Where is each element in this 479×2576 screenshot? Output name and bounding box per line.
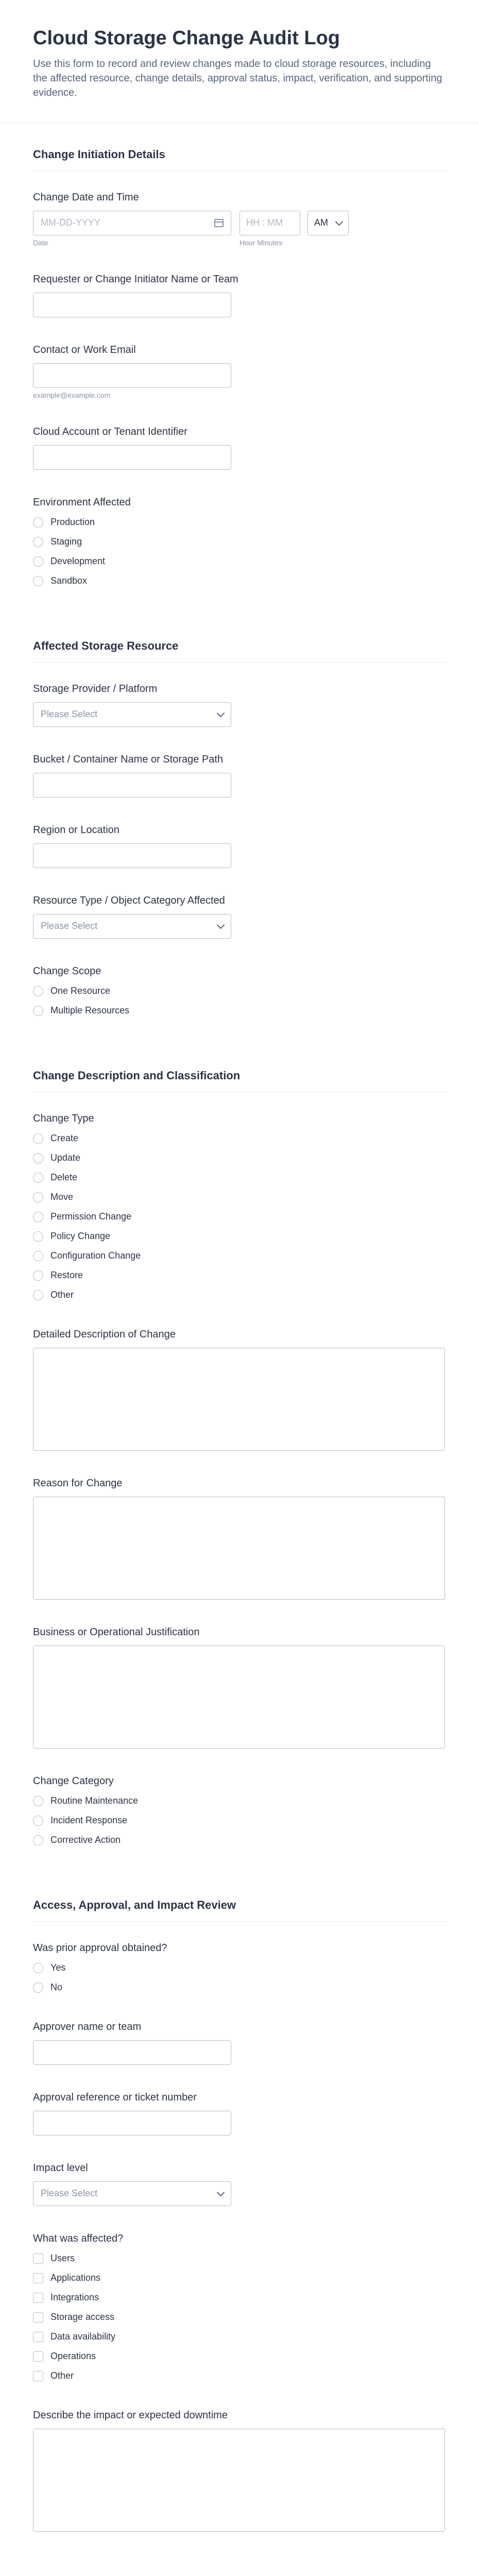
email-sublabel: example@example.com <box>33 391 111 399</box>
radio-button[interactable] <box>33 986 43 996</box>
radio-button[interactable] <box>33 1173 43 1183</box>
option-label: Other <box>50 1290 74 1300</box>
scope-option[interactable] <box>33 1004 446 1018</box>
change-type-option[interactable] <box>33 1171 446 1184</box>
scope-field <box>33 965 446 1018</box>
datetime-label: Change Date and Time <box>33 191 139 203</box>
section-verification <box>0 2558 479 2576</box>
approval-option[interactable] <box>33 1981 446 1994</box>
section-title: Change Description and Classification <box>33 1044 446 1092</box>
change-type-option[interactable] <box>33 1289 446 1302</box>
change-type-option[interactable] <box>33 1151 446 1165</box>
change-type-option[interactable] <box>33 1132 446 1145</box>
option-label: Development <box>50 556 106 567</box>
change-type-option[interactable] <box>33 1230 446 1243</box>
section-change-description <box>0 1044 479 1847</box>
checkbox[interactable] <box>33 2312 43 2323</box>
approval-option[interactable] <box>33 1961 446 1975</box>
checkbox[interactable] <box>33 2351 43 2362</box>
radio-button[interactable] <box>33 1982 43 1993</box>
option-label: Create <box>50 1133 79 1144</box>
scope-option[interactable] <box>33 985 446 998</box>
option-label: Production <box>50 517 95 528</box>
resource-type-label: Resource Type / Object Category Affected <box>33 894 225 906</box>
approver-label: Approver name or team <box>33 2021 142 2032</box>
reason-textarea[interactable] <box>33 1497 445 1600</box>
radio-button[interactable] <box>33 517 43 528</box>
region-label: Region or Location <box>33 824 119 836</box>
reason-field <box>33 1478 446 1600</box>
radio-button[interactable] <box>33 1231 43 1242</box>
option-label: Users <box>50 2253 75 2264</box>
radio-button[interactable] <box>33 576 43 586</box>
ampm-select[interactable] <box>307 211 349 235</box>
justification-label: Business or Operational Justification <box>33 1626 200 1638</box>
env-option[interactable] <box>33 535 446 549</box>
provider-select[interactable] <box>33 702 231 727</box>
requester-field <box>33 274 446 317</box>
radio-button[interactable] <box>33 537 43 547</box>
option-label: Corrective Action <box>50 1835 121 1845</box>
checkbox[interactable] <box>33 2293 43 2303</box>
option-label: Staging <box>50 536 82 547</box>
date-placeholder: MM-DD-YYYY <box>41 217 100 228</box>
requester-input[interactable] <box>33 293 231 317</box>
section-title: Affected Storage Resource <box>33 615 446 663</box>
region-input[interactable] <box>33 843 231 868</box>
env-option[interactable] <box>33 574 446 588</box>
datetime-field <box>33 192 446 247</box>
option-label: Data availability <box>50 2331 116 2342</box>
account-field <box>33 426 446 470</box>
impact-level-field <box>33 2162 446 2206</box>
radio-button[interactable] <box>33 1006 43 1016</box>
chevron-down-icon <box>217 2188 225 2196</box>
option-label: No <box>50 1982 63 1993</box>
option-label: One Resource <box>50 986 111 996</box>
bucket-label: Bucket / Container Name or Storage Path <box>33 753 224 765</box>
page-title: Cloud Storage Change Audit Log <box>33 27 340 49</box>
bucket-input[interactable] <box>33 773 231 798</box>
option-label: Restore <box>50 1270 83 1281</box>
change-type-option[interactable] <box>33 1249 446 1263</box>
option-label: Other <box>50 2370 74 2381</box>
radio-button[interactable] <box>33 1290 43 1300</box>
category-option[interactable] <box>33 1834 446 1847</box>
provider-placeholder: Please Select <box>41 709 98 720</box>
region-field <box>33 824 446 868</box>
affected-option[interactable] <box>33 2311 446 2324</box>
env-option[interactable] <box>33 555 446 568</box>
provider-field <box>33 683 446 727</box>
option-label: Integrations <box>50 2292 99 2303</box>
option-label: Yes <box>50 1962 66 1973</box>
affected-field <box>33 2233 446 2383</box>
approver-input[interactable] <box>33 2040 231 2065</box>
account-label: Cloud Account or Tenant Identifier <box>33 426 187 437</box>
impact-level-label: Impact level <box>33 2162 88 2174</box>
affected-option[interactable] <box>33 2272 446 2285</box>
resource-type-select[interactable] <box>33 914 231 939</box>
affected-option[interactable] <box>33 2369 446 2383</box>
description-textarea[interactable] <box>33 1348 445 1451</box>
category-option[interactable] <box>33 1794 446 1808</box>
bucket-field <box>33 754 446 798</box>
time-placeholder: HH : MM <box>246 217 283 228</box>
change-type-option[interactable] <box>33 1210 446 1224</box>
provider-label: Storage Provider / Platform <box>33 683 158 694</box>
reason-label: Reason for Change <box>33 1477 123 1489</box>
option-label: Configuration Change <box>50 1250 141 1261</box>
section-title: Access, Approval, and Impact Review <box>33 1874 446 1922</box>
downtime-textarea[interactable] <box>33 2429 445 2532</box>
change-category-field <box>33 1775 446 1847</box>
change-type-option[interactable] <box>33 1269 446 1282</box>
description-field <box>33 1329 446 1451</box>
option-label: Policy Change <box>50 1231 111 1242</box>
option-label: Sandbox <box>50 575 88 586</box>
date-sublabel: Date <box>33 238 48 247</box>
approval-ref-label: Approval reference or ticket number <box>33 2091 197 2103</box>
option-label: Multiple Resources <box>50 1005 130 1016</box>
change-type-field <box>33 1113 446 1302</box>
justification-textarea[interactable] <box>33 1646 445 1749</box>
page-description: Use this form to record and review changes made to cloud storage resources, including the affected resource, change details, approval status, impact, verification, and supporting evidence. <box>33 58 442 98</box>
checkbox[interactable] <box>33 2371 43 2381</box>
radio-button[interactable] <box>33 1133 43 1144</box>
option-label: Operations <box>50 2351 96 2362</box>
affected-option[interactable] <box>33 2252 446 2265</box>
email-field-group <box>33 344 446 399</box>
option-label: Update <box>50 1153 81 1163</box>
option-label: Move <box>50 1192 74 1202</box>
option-label: Routine Maintenance <box>50 1795 139 1806</box>
radio-button[interactable] <box>33 1212 43 1222</box>
scope-label: Change Scope <box>33 965 101 977</box>
section-title: Change Initiation Details <box>33 123 446 171</box>
change-category-label: Change Category <box>33 1775 114 1787</box>
affected-label: What was affected? <box>33 2232 124 2244</box>
section-change-initiation <box>0 123 479 588</box>
section-title <box>33 2558 446 2576</box>
email-field[interactable] <box>33 363 231 388</box>
radio-button[interactable] <box>33 1192 43 1202</box>
impact-level-select[interactable] <box>33 2181 231 2206</box>
environment-label: Environment Affected <box>33 496 131 508</box>
option-label: Delete <box>50 1172 78 1183</box>
chevron-down-icon <box>217 709 225 717</box>
radio-button[interactable] <box>33 1796 43 1806</box>
radio-button[interactable] <box>33 1816 43 1826</box>
approval-label: Was prior approval obtained? <box>33 1942 167 1954</box>
category-option[interactable] <box>33 1814 446 1827</box>
affected-option[interactable] <box>33 2291 446 2304</box>
approver-field <box>33 2021 446 2065</box>
downtime-field <box>33 2410 446 2532</box>
justification-field <box>33 1626 446 1749</box>
account-input[interactable] <box>33 445 231 470</box>
environment-field <box>33 497 446 588</box>
approval-ref-input[interactable] <box>33 2111 231 2136</box>
radio-button[interactable] <box>33 1153 43 1163</box>
form-header <box>0 0 479 123</box>
option-label: Applications <box>50 2273 101 2283</box>
section-approval-impact <box>0 1874 479 2532</box>
requester-label: Requester or Change Initiator Name or Team <box>33 273 238 285</box>
option-label: Incident Response <box>50 1815 128 1826</box>
description-label: Detailed Description of Change <box>33 1328 176 1340</box>
resource-type-placeholder: Please Select <box>41 921 98 931</box>
time-sublabel: Hour Minutes <box>239 238 283 247</box>
radio-button[interactable] <box>33 1270 43 1281</box>
email-label: Contact or Work Email <box>33 344 136 355</box>
checkbox[interactable] <box>33 2253 43 2264</box>
option-label: Storage access <box>50 2312 115 2323</box>
chevron-down-icon <box>335 217 344 226</box>
downtime-label: Describe the impact or expected downtime <box>33 2409 228 2421</box>
option-label: Permission Change <box>50 1211 132 1222</box>
approval-field <box>33 1942 446 1994</box>
affected-option[interactable] <box>33 2330 446 2344</box>
radio-button[interactable] <box>33 1251 43 1261</box>
change-type-option[interactable] <box>33 1191 446 1204</box>
ampm-value: AM <box>314 217 328 228</box>
checkbox[interactable] <box>33 2332 43 2342</box>
env-option[interactable] <box>33 516 446 529</box>
resource-type-field <box>33 895 446 939</box>
section-storage-resource <box>0 615 479 1018</box>
approval-ref-field <box>33 2092 446 2136</box>
radio-button[interactable] <box>33 1963 43 1973</box>
date-input[interactable] <box>33 211 231 235</box>
affected-option[interactable] <box>33 2350 446 2363</box>
checkbox[interactable] <box>33 2273 43 2283</box>
time-input[interactable] <box>239 211 300 235</box>
impact-level-placeholder: Please Select <box>41 2188 98 2199</box>
radio-button[interactable] <box>33 556 43 567</box>
calendar-icon[interactable] <box>214 219 224 227</box>
radio-button[interactable] <box>33 1835 43 1845</box>
change-type-label: Change Type <box>33 1112 94 1124</box>
chevron-down-icon <box>217 921 225 929</box>
